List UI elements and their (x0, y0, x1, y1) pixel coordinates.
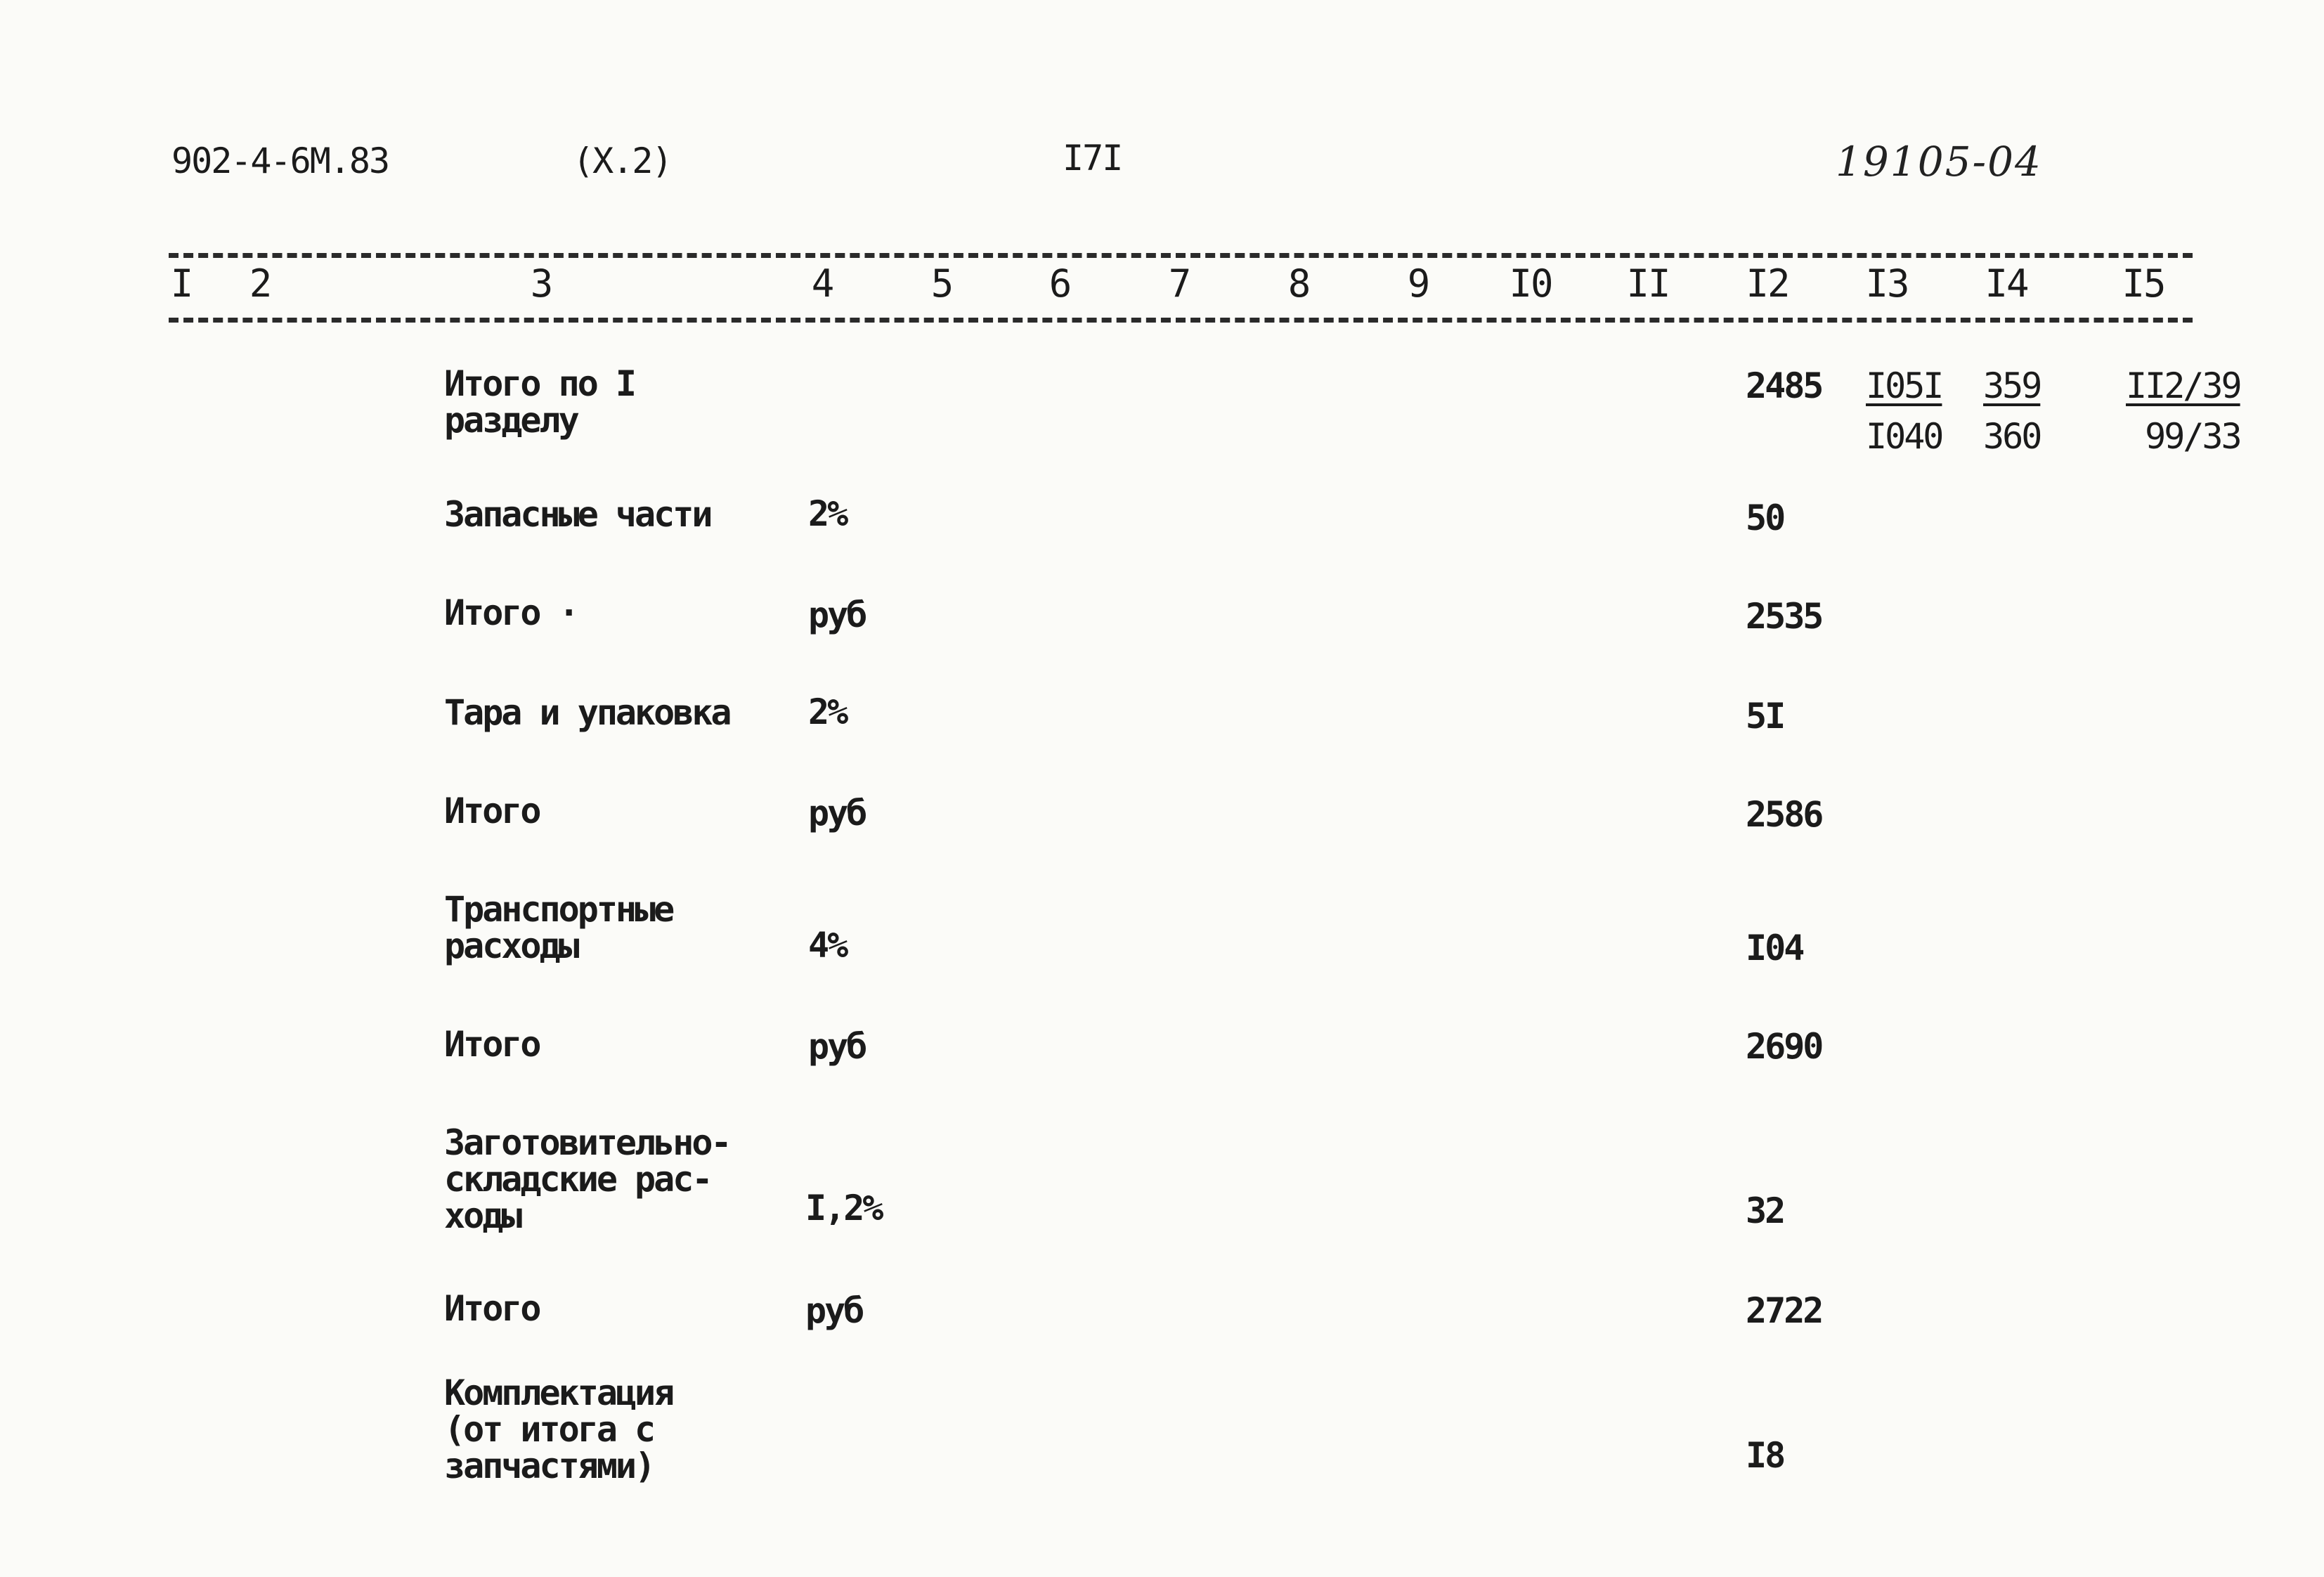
bottom-dashed-rule (169, 318, 2193, 323)
row-label-total-4: Итого (444, 1288, 540, 1329)
row-label-section-total: Итого по I разделу (444, 363, 635, 441)
col-num-10: I0 (1509, 261, 1552, 306)
row-value-completion: I8 (1746, 1435, 1784, 1476)
row-value-storage: 32 (1746, 1190, 1784, 1231)
row-rate-total-1: руб (808, 595, 866, 635)
row-label-transport: Транспортные расходы (444, 889, 673, 966)
row-rate-storage: I,2% (805, 1188, 882, 1228)
row-rate-total-3: руб (808, 1026, 866, 1067)
row-label-total-3: Итого (444, 1024, 540, 1065)
row-rate-total-2: руб (808, 793, 866, 833)
row-value-total-1: 2535 (1746, 596, 1822, 637)
col-num-9: 9 (1407, 261, 1429, 306)
col-num-7: 7 (1168, 261, 1190, 306)
col-num-6: 6 (1049, 261, 1071, 306)
row-value-section-total: 2485 (1746, 365, 1822, 406)
col-num-13: I3 (1865, 261, 1909, 306)
row-label-spare-parts: Запасные части (444, 494, 711, 535)
col-num-8: 8 (1287, 261, 1310, 306)
col-num-14: I4 (1985, 261, 2028, 306)
row-value-total-2: 2586 (1746, 794, 1822, 835)
top-dashed-rule (169, 253, 2193, 258)
row-rate-total-4: руб (805, 1290, 863, 1331)
row-rate-packaging: 2% (808, 692, 847, 732)
col-num-3: 3 (530, 261, 552, 306)
row-value-spare-parts: 50 (1746, 498, 1784, 538)
col-num-2: 2 (249, 261, 271, 306)
row-label-packaging: Тара и упаковка (444, 692, 730, 733)
row-value-packaging: 5I (1746, 696, 1784, 736)
row-label-completion: Комплектация (от итога с запчастями) (444, 1372, 673, 1486)
col-num-12: I2 (1746, 261, 1789, 306)
fraction-col15: $\frac{II2/39}{99/33}$ (2126, 365, 2240, 457)
row-value-total-4: 2722 (1746, 1290, 1822, 1331)
handwritten-number: 19105-04 (1836, 138, 2042, 186)
row-value-transport: I04 (1746, 928, 1803, 968)
row-label-total-1: Итого · (444, 592, 578, 633)
row-label-total-2: Итого (444, 791, 540, 831)
page-number: I7I (1063, 138, 1122, 179)
row-rate-spare-parts: 2% (808, 493, 847, 534)
fraction-col13: $\frac{I05I}{I040}$ (1866, 365, 1942, 457)
col-num-11: II (1626, 261, 1670, 306)
row-rate-transport: 4% (808, 925, 847, 966)
col-num-15: I5 (2122, 261, 2165, 306)
row-label-storage: Заготовительно- складские рас- ходы (444, 1122, 730, 1236)
col-num-4: 4 (811, 261, 833, 306)
fraction-col14: $\frac{359}{360}$ (1983, 365, 2041, 457)
section-code: (X.2) (573, 141, 672, 181)
doc-code: 902-4-6M.83 (171, 141, 389, 181)
col-num-1: I (170, 261, 193, 306)
col-num-5: 5 (930, 261, 953, 306)
row-value-total-3: 2690 (1746, 1026, 1822, 1067)
